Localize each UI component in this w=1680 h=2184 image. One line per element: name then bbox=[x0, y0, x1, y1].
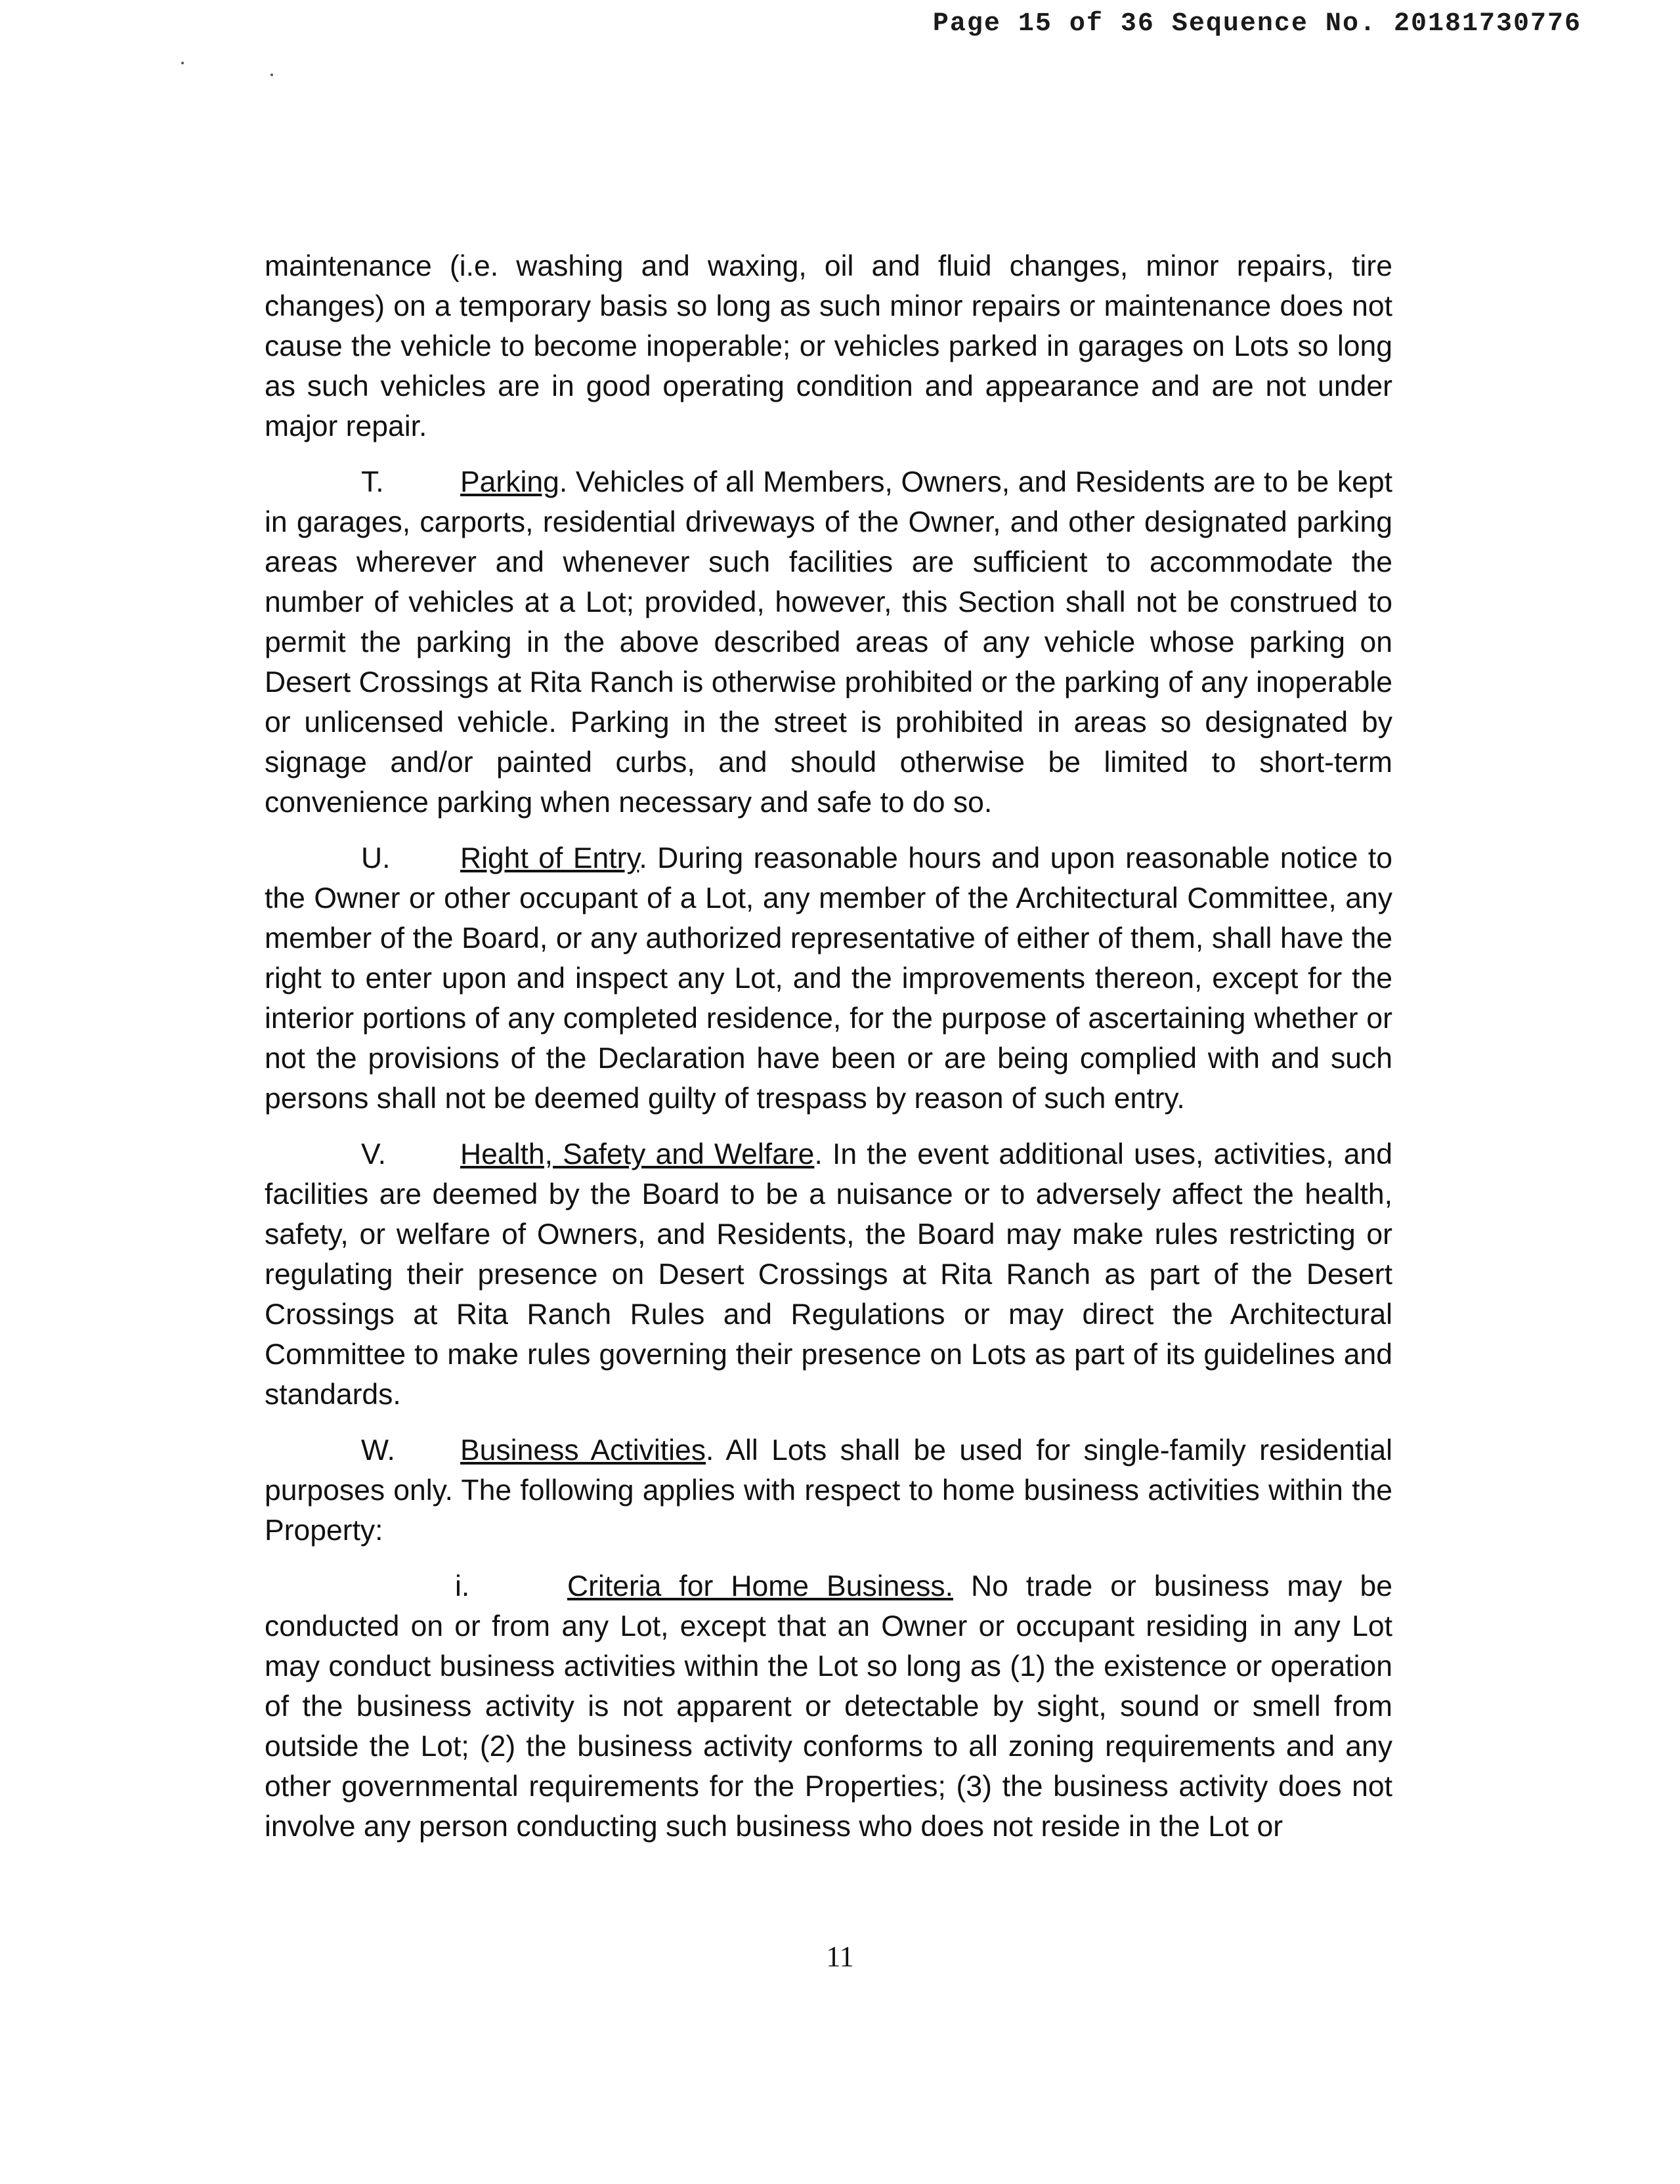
section-heading: Right of Entry bbox=[460, 842, 639, 874]
document-body bbox=[265, 246, 1392, 1862]
section-t-parking bbox=[265, 462, 1392, 823]
section-v-health-safety-welfare bbox=[265, 1134, 1392, 1415]
section-text: . In the event additional uses, activities, and facilities are deemed by the Board to be a nuisance or to adversely affect the health, safety, or welfare of Owners, and Residents, the Board may make rules restricting or regulating their presence on Desert Crossings at Rita Ranch as part of the Desert Crossings at Rita Ranch Rules and Regulations or may direct the Architectural Committee to make rules governing their presence on Lots as part of its guidelines and standards. bbox=[265, 1138, 1392, 1411]
section-text: . Vehicles of all Members, Owners, and Residents are to be kept in garages, carports, residential driveways of the Owner, and other designated parking areas wherever and whenever such facilities are sufficient to accommodate the number of vehicles at a Lot; provided, however, this Section shall not be construed to permit the parking in the above described areas of any vehicle whose parking on Desert Crossings at Rita Ranch is otherwise prohibited or the parking of any inoperable or unlicensed vehicle. Parking in the street is prohibited in areas so designated by signage and/or painted curbs, and should otherwise be limited to short-term convenience parking when necessary and safe to do so. bbox=[265, 466, 1392, 819]
section-marker: V. bbox=[361, 1138, 386, 1170]
paragraph-text: maintenance (i.e. washing and waxing, oil and fluid changes, minor repairs, tire changes) on a temporary basis so long as such minor repairs or maintenance does not cause the vehicle to become inoperable; or vehicles parked in garages on Lots so long as such vehicles are in good operating condition and appearance and are not under major repair. bbox=[265, 250, 1392, 442]
subsection-marker: i. bbox=[455, 1570, 470, 1602]
section-u-right-of-entry bbox=[265, 838, 1392, 1119]
page-sequence-stamp: Page 15 of 36 Sequence No. 20181730776 bbox=[932, 9, 1582, 39]
section-marker: U. bbox=[361, 842, 391, 874]
section-text: . All Lots shall be used for single-family residential purposes only. The following applies with respect to home business activities within the Property: bbox=[265, 1434, 1392, 1547]
section-text: . During reasonable hours and upon reasonable notice to the Owner or other occupant of a Lot, any member of the Architectural Committee, any member of the Board, or any authorized representative of either of them, shall have the right to enter upon and inspect any Lot, and the improvements thereon, except for the interior portions of any completed residence, for the purpose of ascertaining whether or not the provisions of the Declaration have been or are being complied with and such persons shall not be deemed guilty of trespass by reason of such entry. bbox=[265, 842, 1392, 1115]
subsection-w-i-criteria bbox=[265, 1566, 1392, 1847]
subsection-heading: Criteria for Home Business. bbox=[567, 1570, 953, 1602]
section-heading: Parking bbox=[460, 466, 559, 498]
section-marker: T. bbox=[361, 466, 384, 498]
page-number: 11 bbox=[826, 1940, 854, 1973]
paragraph-continuation bbox=[265, 246, 1392, 446]
section-heading: Health, Safety and Welfare bbox=[460, 1138, 815, 1170]
scan-speck bbox=[270, 74, 273, 76]
section-marker: W. bbox=[361, 1434, 395, 1467]
section-heading: Business Activities bbox=[460, 1434, 706, 1467]
subsection-text: No trade or business may be conducted on or from any Lot, except that an Owner or occupant residing in any Lot may conduct business activities within the Lot so long as (1) the existence or operation of the business activity is not apparent or detectable by sight, sound or smell from outside the Lot; (2) the business activity conforms to all zoning requirements and any other governmental requirements for the Properties; (3) the business activity does not involve any person conducting such business who does not reside in the Lot or bbox=[265, 1570, 1392, 1843]
section-w-business-activities bbox=[265, 1430, 1392, 1551]
scan-speck bbox=[181, 62, 184, 64]
